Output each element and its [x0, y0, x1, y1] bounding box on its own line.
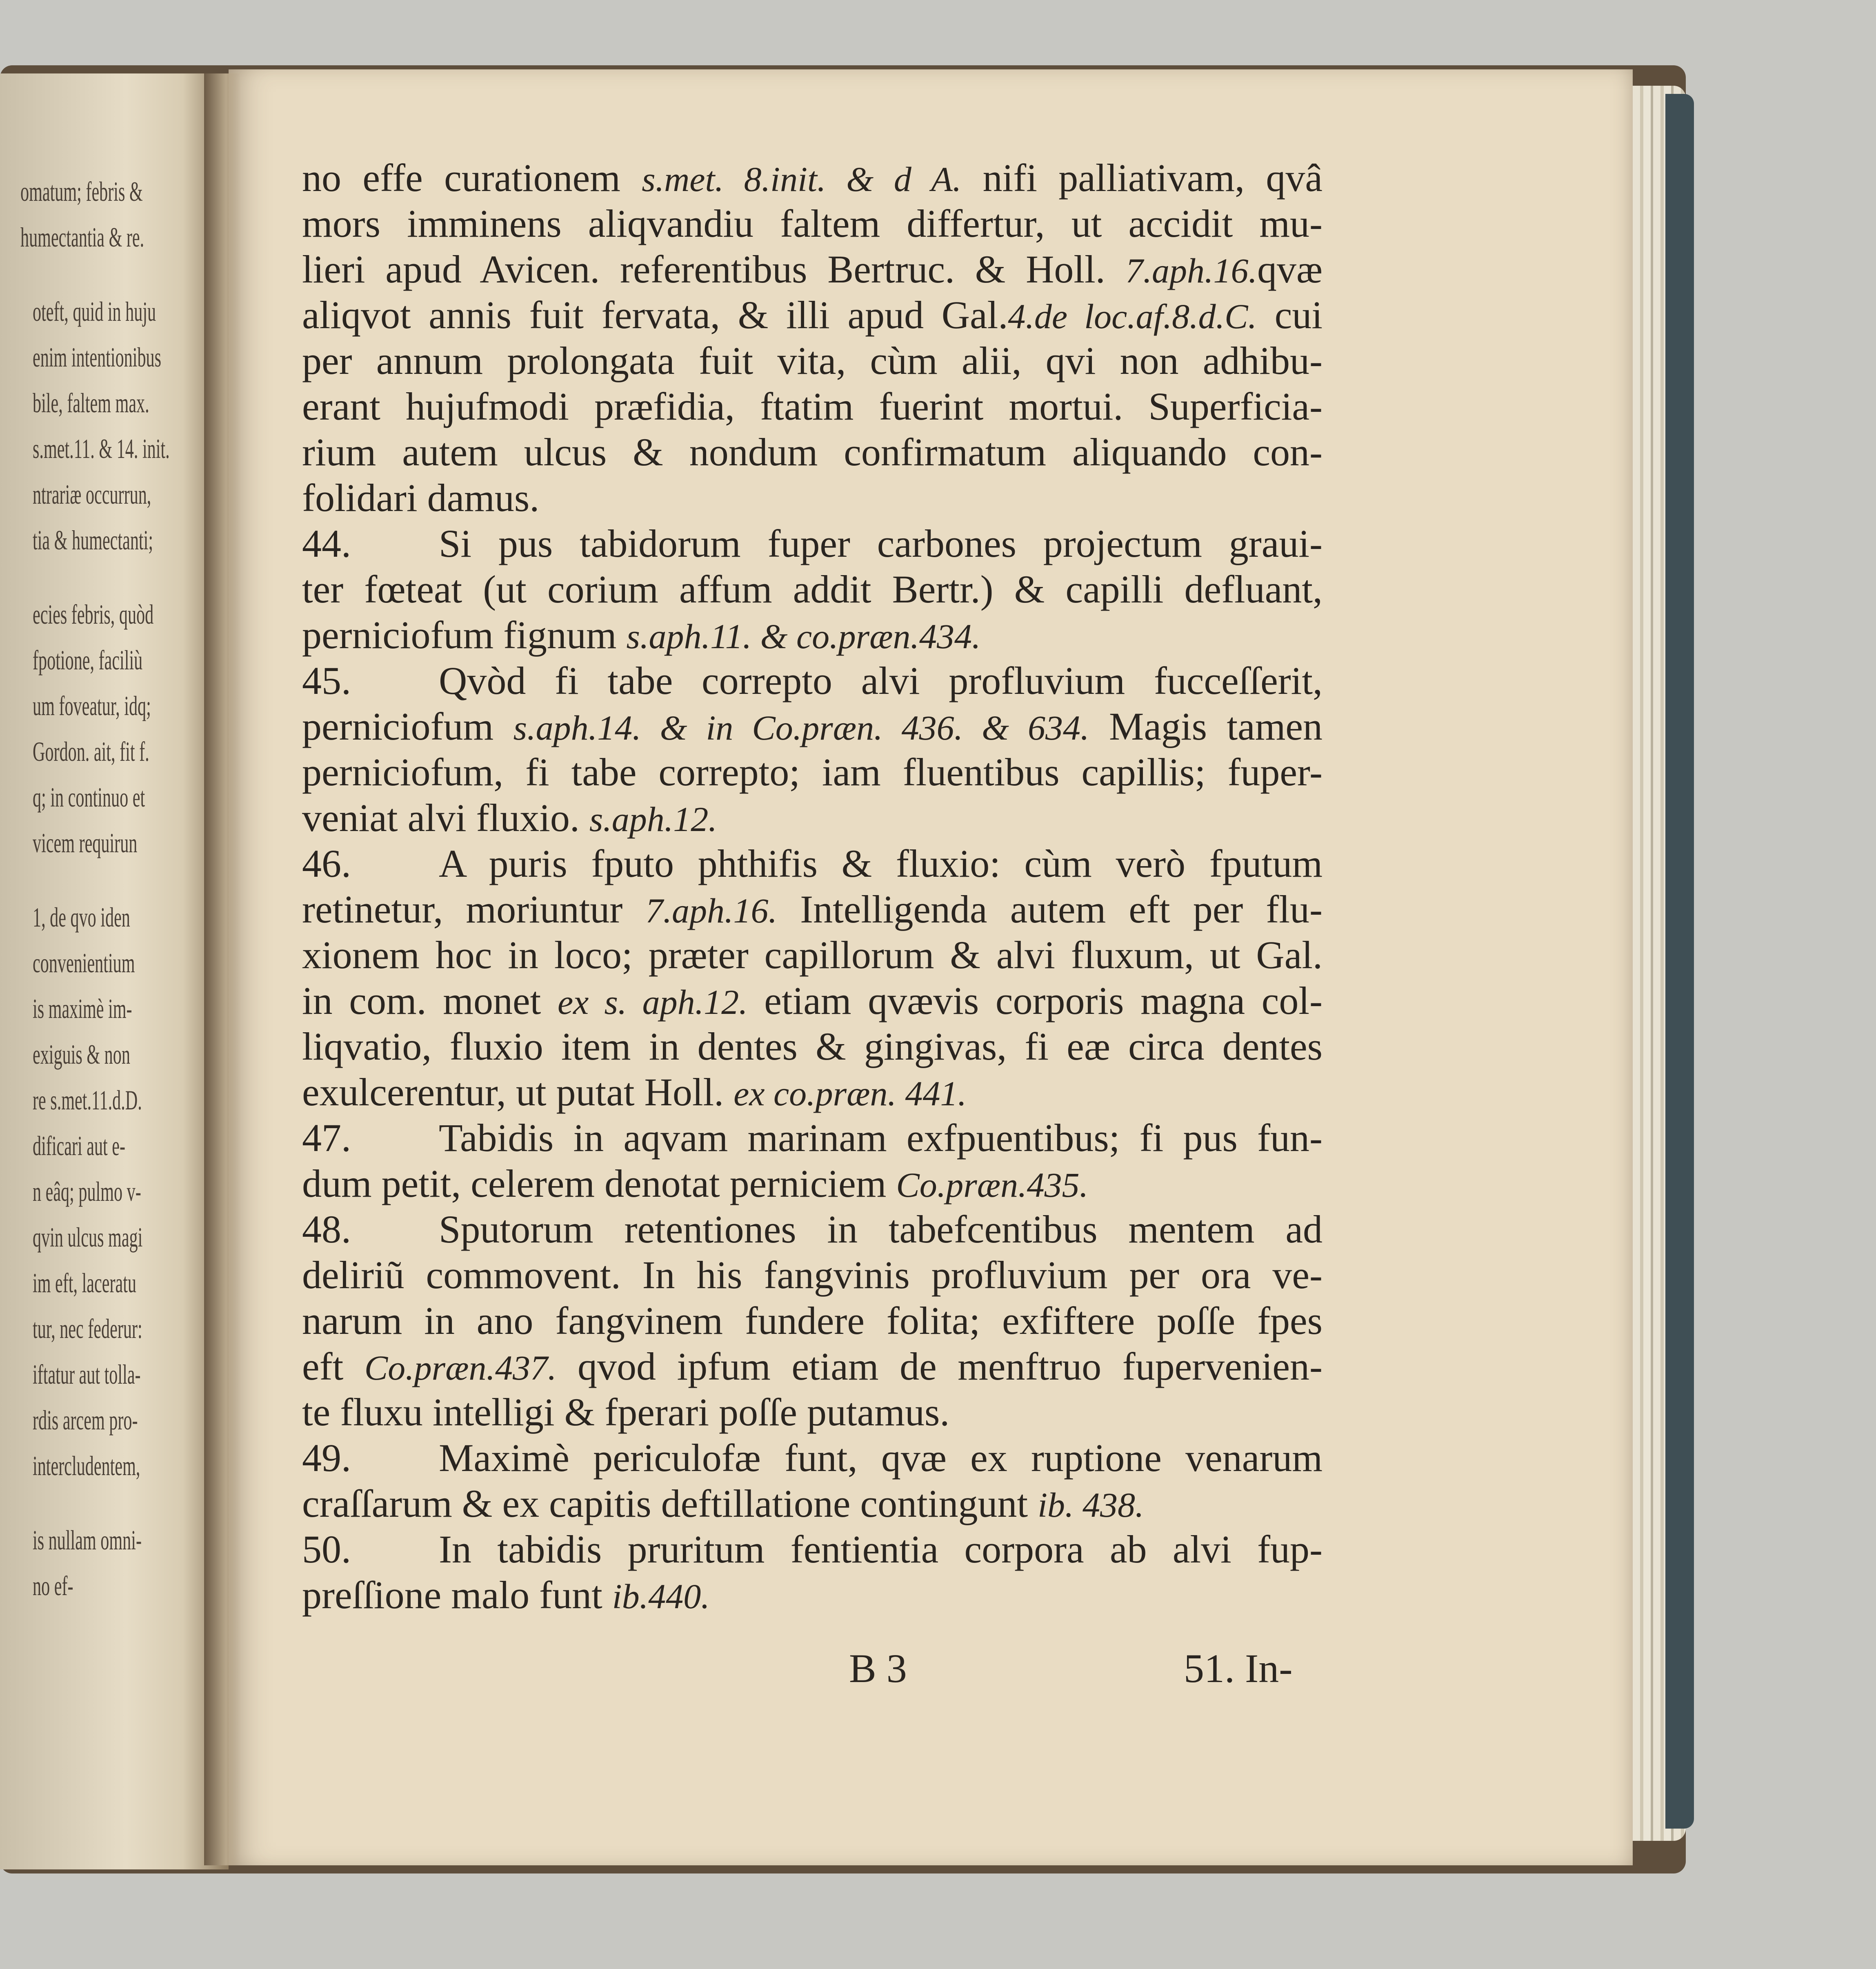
text-line	[439, 841, 1323, 887]
facing-page-line: convenientium	[33, 947, 135, 978]
text-line	[302, 292, 1323, 338]
text-line	[302, 1572, 1323, 1618]
facing-page-line: is maximè im-	[33, 993, 132, 1024]
text-run: folidari damus.	[302, 476, 540, 520]
text-line	[302, 567, 1323, 612]
facing-page-line: ntrariæ occurrun,	[33, 479, 151, 510]
text-line	[302, 1252, 1323, 1298]
text-run: Magis tamen	[1089, 704, 1323, 748]
facing-page-line: 1, de qvo iden	[33, 902, 130, 933]
text-run: etiam qvævis corporis magna col-	[747, 979, 1323, 1022]
citation-reference: 7.aph.16.	[1125, 251, 1257, 290]
facing-page-line: dificari aut e-	[33, 1130, 126, 1161]
paragraph-number: 48.	[302, 1207, 351, 1251]
text-line	[302, 155, 1323, 201]
text-line	[302, 1298, 1323, 1344]
text-run: Intelligenda autem eft per flu-	[777, 887, 1323, 931]
facing-page-line: Gordon. ait, fit f.	[33, 736, 149, 767]
text-run: Maximè periculofæ funt, qvæ ex ruptione venarum	[439, 1436, 1323, 1480]
text-run: no effe curationem	[302, 156, 642, 200]
citation-reference: 7.aph.16.	[645, 891, 777, 930]
text-run: erant hujufmodi præfidia, ftatim fuerint mortui. Superficia-	[302, 384, 1323, 428]
text-line	[302, 1481, 1323, 1527]
facing-page-line: is nullam omni-	[33, 1525, 142, 1556]
facing-page-line: exiguis & non	[33, 1039, 130, 1070]
text-line	[302, 612, 1323, 658]
text-line	[439, 1435, 1323, 1481]
facing-page-line: iftatur aut tolla-	[33, 1359, 141, 1390]
text-line	[302, 795, 1323, 841]
text-run: qvod ipfum etiam de menftruo fupervenien-	[556, 1345, 1323, 1388]
text-run: retinetur, moriuntur	[302, 887, 646, 931]
citation-reference: ib.440.	[612, 1577, 710, 1616]
text-line	[302, 384, 1323, 429]
text-line	[302, 429, 1323, 475]
citation-reference: s.aph.11. & co.præn.434.	[626, 617, 981, 656]
facing-page-line: vicem requirun	[33, 827, 138, 858]
book-board-edge	[1665, 94, 1694, 1829]
citation-reference: s.met. 8.init. & d A.	[642, 160, 962, 199]
text-run: dum petit, celerem denotat perniciem	[302, 1162, 896, 1205]
paragraph-number: 45.	[302, 659, 351, 702]
text-run: exulcerentur, ut putat Holl.	[302, 1070, 734, 1114]
text-line	[302, 475, 1323, 521]
text-run: qvæ	[1257, 247, 1323, 291]
signature-mark: B 3	[849, 1646, 907, 1691]
catchword: 51. In-	[1184, 1646, 1293, 1691]
text-line	[302, 1024, 1323, 1069]
text-run: liqvatio, fluxio item in dentes & gingivas, fi eæ circa dentes	[302, 1025, 1323, 1068]
citation-reference: ib. 438.	[1038, 1485, 1144, 1525]
facing-page-line: q; in continuo et	[33, 782, 145, 813]
text-run: te fluxu intelligi & fperari poſſe putamus.	[302, 1390, 950, 1434]
text-line	[302, 247, 1323, 292]
text-run: Tabidis in aqvam marinam exfpuentibus; fi pus fun-	[439, 1116, 1323, 1160]
text-run: preſſione malo funt	[302, 1573, 612, 1617]
text-run: In tabidis pruritum fentientia corpora ab alvi fup-	[439, 1527, 1323, 1571]
text-line	[439, 658, 1323, 704]
text-run: perniciofum	[302, 704, 513, 748]
text-run: cui	[1257, 293, 1323, 337]
text-line	[302, 978, 1323, 1024]
facing-page-line: intercludentem,	[33, 1450, 140, 1481]
text-line	[302, 338, 1323, 384]
facing-page-line: rdis arcem pro-	[33, 1405, 138, 1436]
citation-reference: ex co.præn. 441.	[734, 1074, 967, 1113]
text-run: perniciofum, fi tabe correpto; iam fluentibus capillis; fuper-	[302, 750, 1323, 794]
facing-page-line: ecies febris, quòd	[33, 599, 154, 630]
citation-reference: s.aph.12.	[589, 800, 717, 839]
text-line	[439, 521, 1323, 567]
facing-page-line: re s.met.11.d.D.	[33, 1085, 142, 1116]
paragraph-number: 47.	[302, 1116, 351, 1160]
text-run: veniat alvi fluxio.	[302, 796, 589, 840]
facing-page	[0, 73, 229, 1869]
paragraph-number: 46.	[302, 842, 351, 885]
text-run: eft	[302, 1345, 365, 1388]
text-line	[302, 201, 1323, 247]
text-line	[302, 704, 1323, 749]
text-run: craſſarum & ex capitis deftillatione contingunt	[302, 1482, 1038, 1525]
facing-page-line: no ef-	[33, 1570, 73, 1601]
text-line	[302, 932, 1323, 978]
text-run: mors imminens aliqvandiu faltem differtur, ut accidit mu-	[302, 202, 1323, 245]
text-run: rium autem ulcus & nondum confirmatum aliquando con-	[302, 430, 1323, 474]
text-line	[302, 887, 1323, 932]
facing-page-line: im eft, laceratu	[33, 1267, 136, 1298]
text-run: ter fœteat (ut corium affum addit Bertr.) & capilli defluant,	[302, 567, 1323, 611]
facing-page-line: tia & humectanti;	[33, 524, 153, 556]
paragraph-number: 44.	[302, 522, 351, 565]
paragraph-number: 50.	[302, 1527, 351, 1571]
text-run: Si pus tabidorum fuper carbones projectum graui-	[439, 522, 1323, 565]
facing-page-line: oteft, quid in huju	[33, 296, 156, 327]
text-run: Sputorum retentiones in tabefcentibus mentem ad	[439, 1207, 1323, 1251]
facing-page-line: enim intentionibus	[33, 342, 162, 373]
citation-reference: s.aph.14. & in Co.præn. 436. & 634.	[513, 708, 1089, 747]
text-run: A puris fputo phthifis & fluxio: cùm verò fputum	[439, 842, 1323, 885]
text-run: deliriũ commovent. In his fangvinis profluvium per ora ve-	[302, 1253, 1323, 1297]
facing-page-line: qvin ulcus magi	[33, 1222, 143, 1253]
text-line	[439, 1207, 1323, 1252]
text-run: in com. monet	[302, 979, 558, 1022]
facing-page-line: n eâq; pulmo v-	[33, 1176, 141, 1207]
facing-page-line: omatum; febris &	[20, 176, 143, 207]
text-run: Qvòd fi tabe correpto alvi profluvium fucceſſerit,	[439, 659, 1323, 702]
text-run: xionem hoc in loco; præter capillorum & alvi fluxum, ut Gal.	[302, 933, 1323, 977]
text-line	[302, 1161, 1323, 1207]
text-line	[439, 1527, 1323, 1572]
text-line	[302, 1389, 1323, 1435]
text-run: perniciofum fignum	[302, 613, 627, 657]
paragraph-number: 49.	[302, 1436, 351, 1480]
citation-reference: 4.de loc.af.8.d.C.	[1008, 297, 1257, 336]
facing-page-line: humectantia & re.	[20, 222, 144, 253]
text-line	[439, 1115, 1323, 1161]
citation-reference: Co.præn.437.	[364, 1348, 557, 1387]
text-run: aliqvot annis fuit fervata, & illi apud Gal.	[302, 293, 1008, 337]
text-run: nifi palliativam, qvâ	[961, 156, 1323, 200]
text-line	[302, 1344, 1323, 1389]
text-run: narum in ano fangvinem fundere folita; exfiftere poſſe fpes	[302, 1299, 1323, 1342]
facing-page-line: bile, faltem max.	[33, 387, 149, 418]
citation-reference: ex s. aph.12.	[557, 982, 748, 1022]
facing-page-line: um foveatur, idq;	[33, 690, 151, 721]
text-line	[302, 1069, 1323, 1115]
text-run: per annum prolongata fuit vita, cùm alii, qvi non adhibu-	[302, 339, 1323, 382]
gutter-shadow	[204, 73, 241, 1865]
text-line	[302, 749, 1323, 795]
facing-page-line: fpotione, faciliù	[33, 644, 143, 676]
facing-page-line: s.met.11. & 14. init.	[33, 433, 170, 464]
citation-reference: Co.præn.435.	[896, 1165, 1089, 1205]
facing-page-line: tur, nec federur:	[33, 1313, 142, 1344]
text-run: lieri apud Avicen. referentibus Bertruc. & Holl.	[302, 247, 1126, 291]
